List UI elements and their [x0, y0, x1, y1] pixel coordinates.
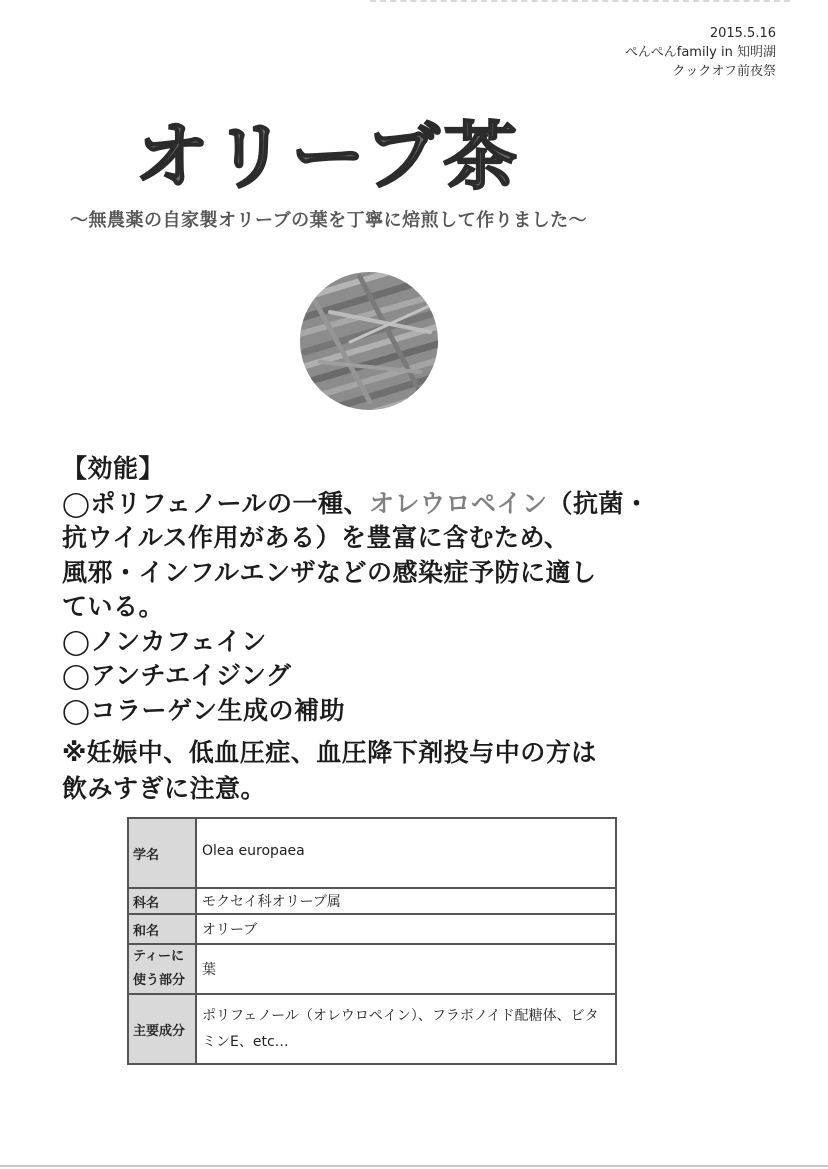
- oleuropein-highlight: オレウロペイン: [368, 488, 548, 518]
- effects-line-2: 抗ウイルス作用がある）を豊富に含むため、: [62, 523, 570, 552]
- row-value: Olea europaea: [196, 818, 616, 888]
- scan-edge-top: [370, 0, 790, 5]
- row-label: 学名: [128, 818, 196, 888]
- table-row: [128, 888, 616, 914]
- row-value: モクセイ科オリーブ属: [196, 888, 616, 914]
- table-row: [128, 994, 616, 1064]
- warning-line-2: 飲みすぎに注意。: [62, 774, 267, 803]
- table-row: [128, 914, 616, 944]
- effects-line-7: ◯コラーゲン生成の補助: [62, 695, 345, 725]
- date-text: 2015.5.16: [709, 26, 776, 41]
- row-value: 葉: [196, 944, 616, 994]
- row-label: ティーに使う部分: [128, 944, 196, 994]
- row-value: オリーブ: [196, 914, 616, 944]
- effects-line-5: ◯ノンカフェイン: [62, 626, 267, 656]
- page-subtitle: ～無農薬の自家製オリーブの葉を丁寧に焙煎して作りました～: [70, 210, 588, 231]
- page-title: オリーブ茶: [135, 114, 522, 200]
- tea-leaves-image: [300, 272, 438, 410]
- effects-line-3: 風邪・インフルエンザなどの感染症予防に適し: [62, 557, 597, 587]
- tea-leaves-photo: [300, 272, 438, 410]
- effects-line-1: [62, 487, 722, 522]
- effects-section: [62, 452, 722, 728]
- warning-line-1: ※妊娠中、低血圧症、血圧降下剤投与中の方は: [62, 738, 597, 767]
- row-label: 科名: [128, 888, 196, 914]
- header-info: [625, 24, 776, 81]
- row-label: 和名: [128, 914, 196, 944]
- author-text: ぺんぺんfamily in 知明湖: [625, 45, 776, 60]
- effects-line-4: ている。: [62, 592, 165, 621]
- effects-line-1-pre: ◯ポリフェノールの一種、: [62, 488, 369, 518]
- info-table: [127, 817, 617, 1065]
- table-row: [128, 818, 616, 888]
- event-text: クックオフ前夜祭: [672, 64, 776, 79]
- scan-edge-bottom: [0, 1165, 828, 1167]
- warning-section: [62, 735, 722, 807]
- table-row: [128, 944, 616, 994]
- effects-heading: 【効能】: [62, 454, 165, 483]
- effects-line-1-post: （抗菌・: [547, 488, 650, 518]
- row-value: ポリフェノール（オレウロペイン）、フラボノイド配糖体、ビタミンE、etc…: [196, 994, 616, 1064]
- effects-line-6: ◯アンチエイジング: [62, 661, 292, 690]
- row-label: 主要成分: [128, 994, 196, 1064]
